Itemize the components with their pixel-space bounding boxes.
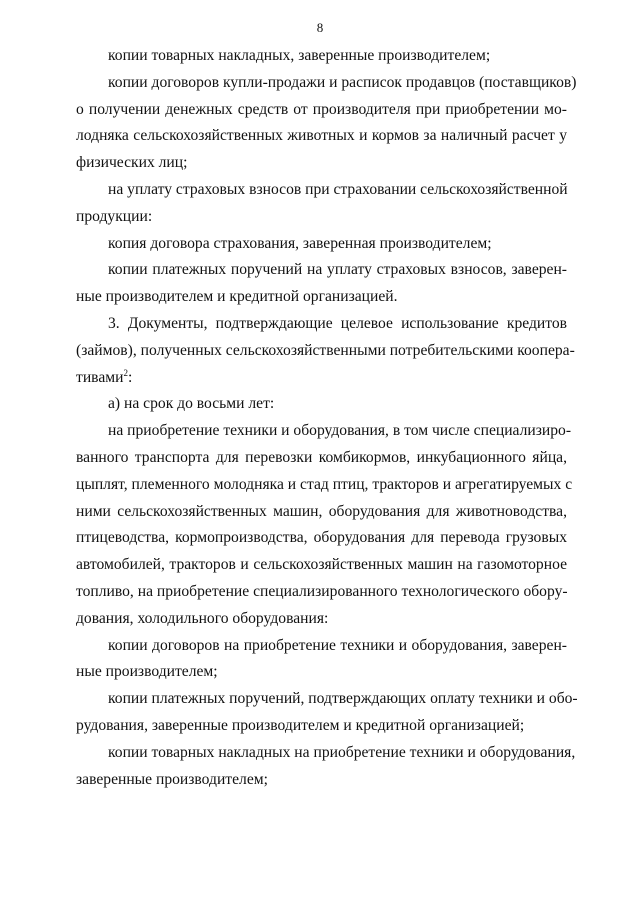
paragraph-line: заверенные производителем; (76, 770, 268, 788)
paragraph-line-text: тивами (76, 368, 124, 386)
paragraph-line: на приобретение техники и оборудования, в том числе специализиро- (108, 422, 572, 440)
paragraph-line: рудования, заверенные производителем и кредитной организацией; (76, 716, 525, 734)
paragraph-line: ванного транспорта для перевозки комбикормов, инкубационного яйца, (76, 448, 567, 466)
paragraph-line: физических лиц; (76, 154, 188, 172)
paragraph-line: (займов), полученных сельскохозяйственными потребительскими коопера- (76, 341, 575, 359)
paragraph-line: дования, холодильного оборудования: (76, 609, 329, 627)
page-number: 8 (316, 20, 324, 35)
document-body (76, 43, 578, 793)
paragraph-line: цыплят, племенного молодняка и стад птиц, тракторов и агрегатируемых с (76, 475, 573, 493)
paragraph-line: копии товарных накладных, заверенные производителем; (108, 47, 491, 64)
paragraph-line: копии платежных поручений на уплату страховых взносов, заверен- (108, 261, 567, 279)
paragraph-line: ные производителем; (76, 663, 218, 681)
paragraph-line: о получении денежных средств от производителя при приобретении мо- (76, 100, 567, 118)
paragraph-line: а) на срок до восьми лет: (108, 395, 275, 413)
footnote-reference: 2 (123, 367, 128, 378)
paragraph-line: лодняка сельскохозяйственных животных и кормов за наличный расчет у (76, 127, 567, 145)
paragraph-line: на уплату страховых взносов при страховании сельскохозяйственной (108, 180, 568, 198)
paragraph-line: продукции: (76, 207, 153, 225)
line-suffix: : (127, 368, 133, 386)
paragraph-line: копии платежных поручений, подтверждающих оплату техники и обо- (108, 690, 578, 708)
paragraph-line: 3. Документы, подтверждающие целевое использование кредитов (108, 314, 567, 332)
paragraph-line: копии договоров на приобретение техники и оборудования, заверен- (108, 636, 567, 654)
paragraph-line (76, 365, 567, 392)
paragraph-line: копия договора страхования, заверенная производителем; (108, 234, 492, 252)
paragraph-line: птицеводства, кормопроизводства, оборудования для перевода грузовых (76, 529, 567, 547)
paragraph-line: топливо, на приобретение специализированного технологического обору- (76, 582, 568, 600)
paragraph-line: автомобилей, тракторов и сельскохозяйственных машин на газомоторное (76, 556, 567, 574)
paragraph-line: ними сельскохозяйственных машин, оборудования для животноводства, (76, 502, 567, 520)
paragraph-line: копии договоров купли-продажи и расписок продавцов (поставщиков) (108, 73, 577, 91)
paragraph-line: ные производителем и кредитной организацией. (76, 288, 398, 306)
paragraph-line: копии товарных накладных на приобретение техники и оборудования, (108, 743, 576, 761)
